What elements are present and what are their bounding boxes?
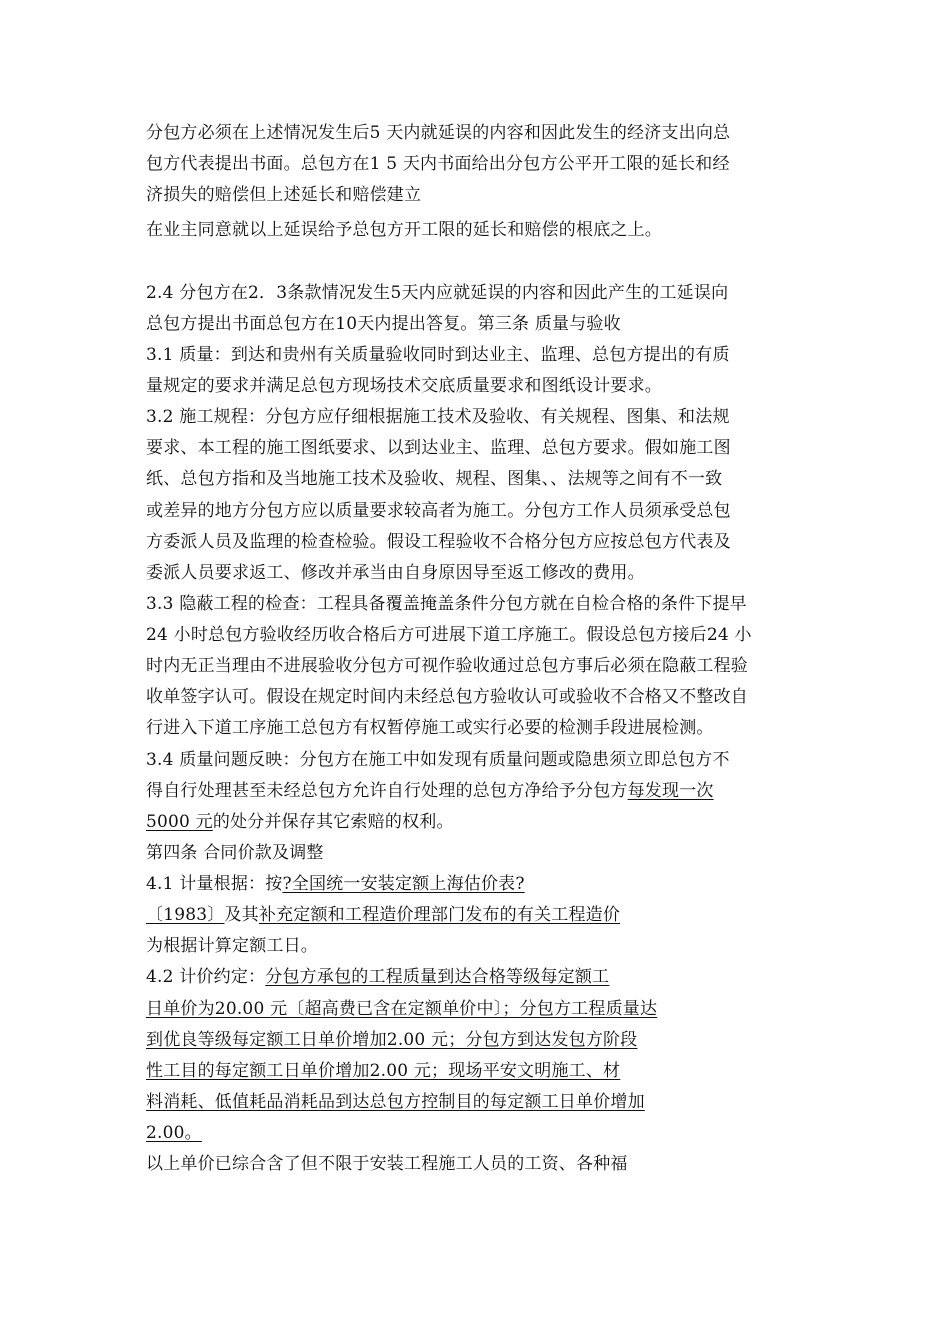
text-segment: 得自行处理甚至未经总包方允许自行处理的总包方净给予分包方 — [146, 781, 628, 801]
underlined-text: ?全国统一安装定额上海估价表? — [282, 874, 525, 894]
text-line: 分包方必须在上述情况发生后5 天内就延误的内容和因此发生的经济支出向总 — [146, 123, 731, 143]
text-line: 量规定的要求并满足总包方现场技术交底质量要求和图纸设计要求。 — [146, 376, 662, 396]
text-line — [146, 966, 609, 988]
section-heading: 第四条 合同价款及调整 — [146, 843, 324, 863]
text-line: 2.4 分包方在2．3条款情况发生5天内应就延误的内容和因此产生的工延误向 — [146, 283, 729, 303]
text-line: 或差异的地方分包方应以质量要求较高者为施工。分包方工作人员须承受总包 — [146, 501, 731, 521]
underlined-text: 5000 元 — [146, 812, 213, 832]
text-line: 要求、本工程的施工图纸要求、以到达业主、监理、总包方要求。假如施工图 — [146, 438, 731, 458]
text-line: 纸、总包方指和及当地施工技术及验收、规程、图集、、法规等之间有不一致 — [146, 469, 723, 489]
text-segment: 4.1 计量根据：按 — [146, 874, 283, 894]
text-line: 收单签字认可。假设在规定时间内未经总包方验收认可或验收不合格又不整改自 — [146, 687, 748, 707]
underlined-text: 补充定额和工程造价理部门发布的有关工程造价 — [258, 905, 621, 925]
text-line: 24 小时总包方验收经历收合格后方可进展下道工序施工。假设总包方接后24 小 — [146, 625, 752, 645]
text-line: 3.2 施工规程：分包方应仔细根据施工技术及验收、有关规程、图集、和法规 — [146, 407, 730, 427]
text-line: 方委派人员及监理的检查检验。假设工程验收不合格分包方应按总包方代表及 — [146, 532, 731, 552]
text-line: 总包方提出书面总包方在10天内提出答复。第三条 质量与验收 — [146, 314, 621, 334]
text-line: 3.4 质量问题反映：分包方在施工中如发现有质量问题或隐患须立即总包方不 — [146, 750, 730, 770]
underlined-text: 性工目的每定额工日单价增加2.00 元；现场平安文明施工、材 — [146, 1061, 621, 1081]
underlined-text: 2.00。 — [146, 1123, 202, 1143]
underlined-text: 到优良等级每定额工日单价增加2.00 元；分包方到达发包方阶段 — [146, 1030, 638, 1050]
text-line: 时内无正当理由不进展验收分包方可视作验收通过总包方事后必须在隐蔽工程验 — [146, 656, 748, 676]
text-line: 3.1 质量：到达和贵州有关质量验收同时到达业主、监理、总包方提出的有质 — [146, 345, 730, 365]
underlined-text: 料消耗、低值耗品消耗品到达总包方控制目的每定额工日单价增加 — [146, 1092, 645, 1112]
underlined-text: 分包方承包的工程质量到达合格等级每定额工 — [265, 967, 610, 987]
text-line: 包方代表提出书面。总包方在1 5 天内书面给出分包方公平开工限的延长和经 — [146, 154, 730, 174]
text-line: 济损失的赔偿但上述延长和赔偿建立 — [146, 185, 422, 205]
text-line — [146, 811, 454, 833]
text-line — [146, 904, 620, 926]
text-line: 委派人员要求返工、修改并承当由自身原因导至返工修改的费用。 — [146, 563, 645, 583]
underlined-text: 〔1983〕 — [146, 905, 225, 925]
text-line — [146, 873, 525, 895]
underlined-text: 日单价为20.00 元〔超高费已含在定额单价中〕；分包方工程质量达 — [146, 999, 658, 1019]
text-line: 在业主同意就以上延误给予总包方开工限的延长和赔偿的根底之上。 — [146, 220, 662, 240]
text-segment: 4.2 计价约定： — [146, 967, 266, 987]
text-line: 以上单价已综合含了但不限于安装工程施工人员的工资、各种福 — [146, 1154, 628, 1174]
text-segment: 及其 — [224, 905, 259, 925]
text-line — [146, 780, 714, 802]
text-segment: 的处分并保存其它索赔的权利。 — [212, 812, 454, 832]
text-line: 3.3 隐蔽工程的检查：工程具备覆盖掩盖条件分包方就在自检合格的条件下提早 — [146, 594, 747, 614]
text-line: 行进入下道工序施工总包方有权暂停施工或实行必要的检测手段进展检测。 — [146, 718, 714, 738]
text-line: 为根据计算定额工日。 — [146, 936, 318, 956]
underlined-text: 每发现一次 — [627, 781, 714, 801]
